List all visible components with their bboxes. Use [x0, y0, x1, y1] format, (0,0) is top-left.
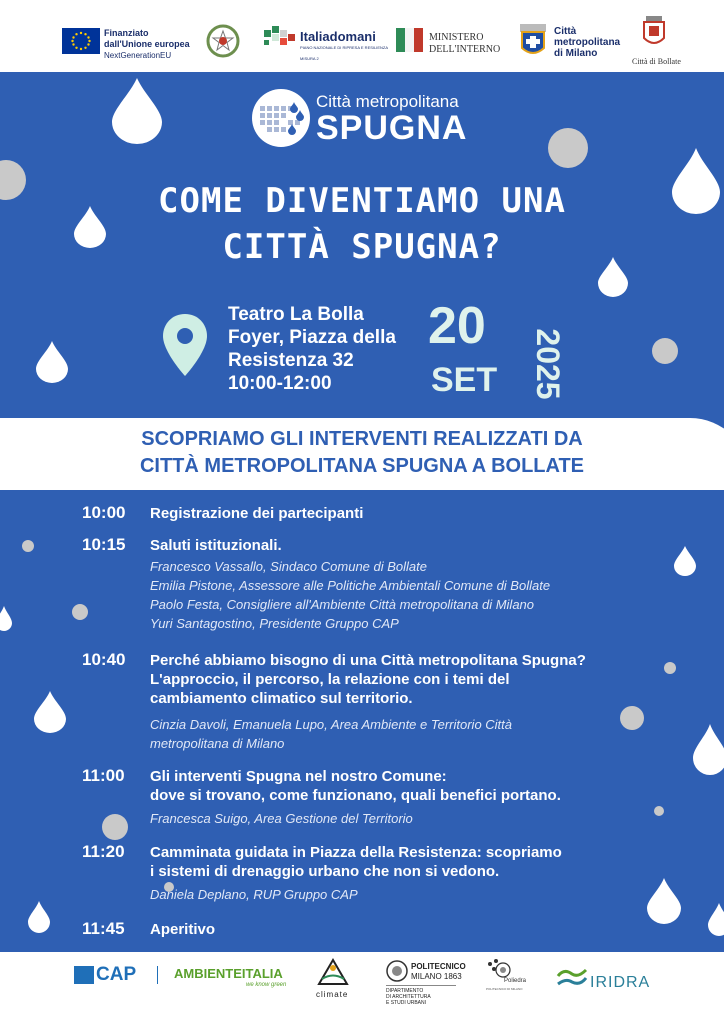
- footer-divider: [157, 966, 158, 984]
- cittametro-line2: metropolitana: [554, 37, 621, 48]
- grey-bubble: [664, 662, 676, 674]
- climate-logo-text: climate: [316, 990, 349, 999]
- italiadomani-logo-icon: [264, 26, 296, 52]
- venue-line-3: Resistenza 32: [228, 350, 354, 371]
- repubblica-emblem-icon: [206, 24, 240, 58]
- header-logos: [0, 0, 724, 72]
- iridra-logo-icon: [556, 966, 588, 988]
- ministero-line2: DELL'INTERNO: [429, 44, 501, 55]
- agenda-title-line: Aperitivo: [150, 921, 216, 938]
- date-day: 20: [428, 297, 486, 355]
- politecnico-dept2: DI ARCHITETTURA: [386, 994, 431, 1000]
- water-drop-icon: [668, 146, 724, 216]
- venue-block: [228, 303, 396, 395]
- agenda-title-line: dove si trovano, come funzionano, quali benefici portano.: [150, 787, 561, 804]
- cittametro-line1: Città: [554, 26, 577, 37]
- water-drop-icon: [32, 690, 68, 734]
- cap-logo-text: CAP: [96, 964, 137, 985]
- spugna-brand-logo: [250, 88, 480, 148]
- politecnico-line2: MILANO 1863: [411, 972, 462, 981]
- grey-bubble: [652, 338, 678, 364]
- ambienteitalia-tagline: we know green: [246, 982, 287, 988]
- ministero-line1: MINISTERO: [429, 32, 484, 43]
- poliedra-logo-icon: [486, 958, 512, 980]
- agenda-title-line: Perché abbiamo bisogno di una Città metropolitana Spugna?: [150, 652, 586, 669]
- agenda-title-line: Registrazione dei partecipanti: [150, 505, 364, 522]
- agenda-time: 10:40: [82, 650, 126, 669]
- poliedra-logo-text: Poliedra: [504, 978, 527, 984]
- italiadomani-sub: PIANO NAZIONALE DI RIPRESA E RESILIENZA: [300, 45, 389, 50]
- grey-bubble: [102, 814, 128, 840]
- spugna-logo-icon: [250, 88, 312, 148]
- agenda-speaker: Paolo Festa, Consigliere all'Ambiente Città metropolitana di Milano: [150, 597, 535, 612]
- bollate-crest-icon: [641, 16, 667, 50]
- citta-metropolitana-crest-icon: [516, 18, 550, 60]
- venue-time: 10:00-12:00: [228, 373, 332, 394]
- subtitle-banner-text: [60, 426, 664, 480]
- ambienteitalia-logo-text: AMBIENTEITALIA: [174, 966, 283, 981]
- climate-logo-icon: [316, 958, 350, 988]
- italiadomani-name: Italiadomani: [300, 29, 376, 44]
- italiadomani-tag: MISURA 2: [300, 56, 319, 61]
- title-line-1: COME DIVENTIAMO UNA: [158, 181, 566, 221]
- title-line-2: CITTÀ SPUGNA?: [222, 227, 502, 267]
- agenda-time: 11:45: [82, 919, 125, 938]
- eu-flag-icon: [62, 28, 100, 54]
- date-month: SET: [431, 361, 498, 399]
- eu-line1: Finanziato: [104, 28, 149, 38]
- cap-logo-icon: [74, 966, 94, 984]
- agenda-title-line: Saluti istituzionali.: [150, 537, 282, 554]
- politecnico-dept1: DIPARTIMENTO: [386, 988, 424, 994]
- water-drop-icon: [644, 876, 684, 926]
- agenda-title-line: L'approccio, il percorso, la relazione con i temi del: [150, 671, 510, 688]
- agenda-speaker: Francesca Suigo, Area Gestione del Territorio: [150, 811, 413, 826]
- agenda-title-line: Camminata guidata in Piazza della Resistenza: scopriamo: [150, 844, 562, 861]
- agenda-time: 10:00: [82, 503, 126, 522]
- agenda-time: 11:20: [82, 842, 125, 861]
- banner-line-1: SCOPRIAMO GLI INTERVENTI REALIZZATI DA: [141, 428, 583, 450]
- footer-logos: [0, 952, 724, 1024]
- bollate-label: Città di Bollate: [632, 57, 681, 66]
- page-title: [60, 178, 664, 270]
- water-drop-icon: [706, 902, 724, 938]
- poliedra-sub-text: POLITECNICO DI MILANO: [486, 987, 523, 991]
- venue-line-1: Teatro La Bolla: [228, 304, 364, 325]
- politecnico-dept3: E STUDI URBANI: [386, 1000, 427, 1006]
- agenda-time: 10:15: [82, 535, 126, 554]
- agenda-title-line: cambiamento climatico sul territorio.: [150, 690, 413, 707]
- venue-line-2: Foyer, Piazza della: [228, 327, 396, 348]
- eu-line3: NextGenerationEU: [104, 51, 172, 60]
- water-drop-icon: [108, 76, 166, 146]
- water-drop-icon: [0, 605, 14, 633]
- agenda-title-line: i sistemi di drenaggio urbano che non si vedono.: [150, 863, 500, 880]
- date-year: 2025: [530, 328, 566, 400]
- agenda-speaker: Daniela Deplano, RUP Gruppo CAP: [150, 887, 358, 902]
- banner-line-2: CITTÀ METROPOLITANA SPUGNA A BOLLATE: [139, 455, 585, 477]
- politecnico-line1: POLITECNICO: [411, 962, 466, 971]
- agenda-speaker: Cinzia Davoli, Emanuela Lupo, Area Ambiente e Territorio Città: [150, 717, 513, 732]
- grey-bubble: [620, 706, 644, 730]
- water-drop-icon: [34, 340, 70, 384]
- grey-bubble: [654, 806, 664, 816]
- brand-top-text: Città metropolitana: [316, 92, 459, 111]
- eu-line2: dall'Unione europea: [104, 39, 190, 49]
- grey-bubble: [72, 604, 88, 620]
- cittametro-line3: di Milano: [554, 48, 598, 59]
- grey-bubble: [548, 128, 588, 168]
- agenda-speaker: Emilia Pistone, Assessore alle Politiche Ambientali Comune di Bollate: [150, 578, 551, 593]
- water-drop-icon: [690, 722, 724, 778]
- politecnico-seal-icon: [386, 960, 408, 982]
- agenda-speaker: Francesco Vassallo, Sindaco Comune di Bollate: [150, 559, 427, 574]
- agenda-title-line: Gli interventi Spugna nel nostro Comune:: [150, 768, 447, 785]
- agenda-speaker: metropolitana di Milano: [150, 736, 285, 751]
- agenda-speaker: Yuri Santagostino, Presidente Gruppo CAP: [150, 616, 399, 631]
- agenda-time: 11:00: [82, 766, 125, 785]
- iridra-logo-text: IRIDRA: [590, 974, 651, 991]
- politecnico-divider: [386, 985, 456, 986]
- grey-bubble: [22, 540, 34, 552]
- brand-name: SPUGNA: [316, 109, 468, 147]
- water-drop-icon: [672, 545, 698, 577]
- location-pin-icon: [160, 312, 210, 378]
- water-drop-icon: [26, 900, 52, 934]
- italian-flag-icon: [396, 28, 423, 52]
